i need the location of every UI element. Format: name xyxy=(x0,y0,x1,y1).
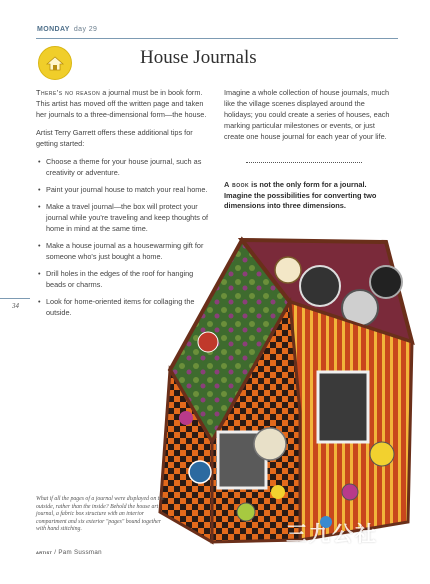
artist-credit: artist / Pam Sussman xyxy=(36,549,102,556)
callout-text: A book is not the only form for a journal. Imagine the possibilities for converting two dimensions into three dimensions. xyxy=(224,180,377,210)
list-item: • Paint your journal house to match your real home. xyxy=(36,184,212,195)
page-number-rule xyxy=(0,298,30,299)
list-item: • Choose a theme for your house journal, such as creativity or adventure. xyxy=(36,156,212,178)
right-column xyxy=(224,87,394,149)
dotted-divider xyxy=(246,162,362,163)
page-title: House Journals xyxy=(140,47,257,68)
header-rule xyxy=(36,38,398,39)
tips-intro: Artist Terry Garrett offers these additional tips for getting started: xyxy=(36,128,193,148)
house-journal-photo xyxy=(150,222,420,552)
collection-paragraph: Imagine a whole collection of house journals, much like the village scenes displayed around the holidays; you could create a series of houses, each marking particular milestones or events, or just create one house journal for each year of your life. xyxy=(224,88,390,141)
photo-caption: What if all the pages of a journal were displayed on the outside, rather than the inside? Behold the house art journal, a fabric box structure with an interior compartment and six exterior "pages" bound together with hand stitching. xyxy=(36,496,165,533)
watermark-url: www.39.net xyxy=(304,548,369,559)
list-item: • Make a house journal as a housewarming gift for someone who's just bought a home. xyxy=(36,240,212,262)
watermark-logo: 三九公社 xyxy=(286,523,378,546)
list-item: • Look for home-oriented items for collaging the outside. xyxy=(36,296,212,318)
day-label: MONDAY day 29 xyxy=(37,26,98,33)
list-item: • Make a travel journal—the box will protect your journal while you're traveling and keep thoughts of home in mind at the same time. xyxy=(36,201,212,234)
house-badge-icon xyxy=(38,46,72,80)
list-item: • Drill holes in the edges of the roof for hanging beads or charms. xyxy=(36,268,212,290)
intro-paragraph: There's no reason a journal must be in book form. This artist has moved off the written page and taken her journals to a three-dimensional form—the house. xyxy=(36,88,207,119)
page-number: 34 xyxy=(12,302,19,310)
